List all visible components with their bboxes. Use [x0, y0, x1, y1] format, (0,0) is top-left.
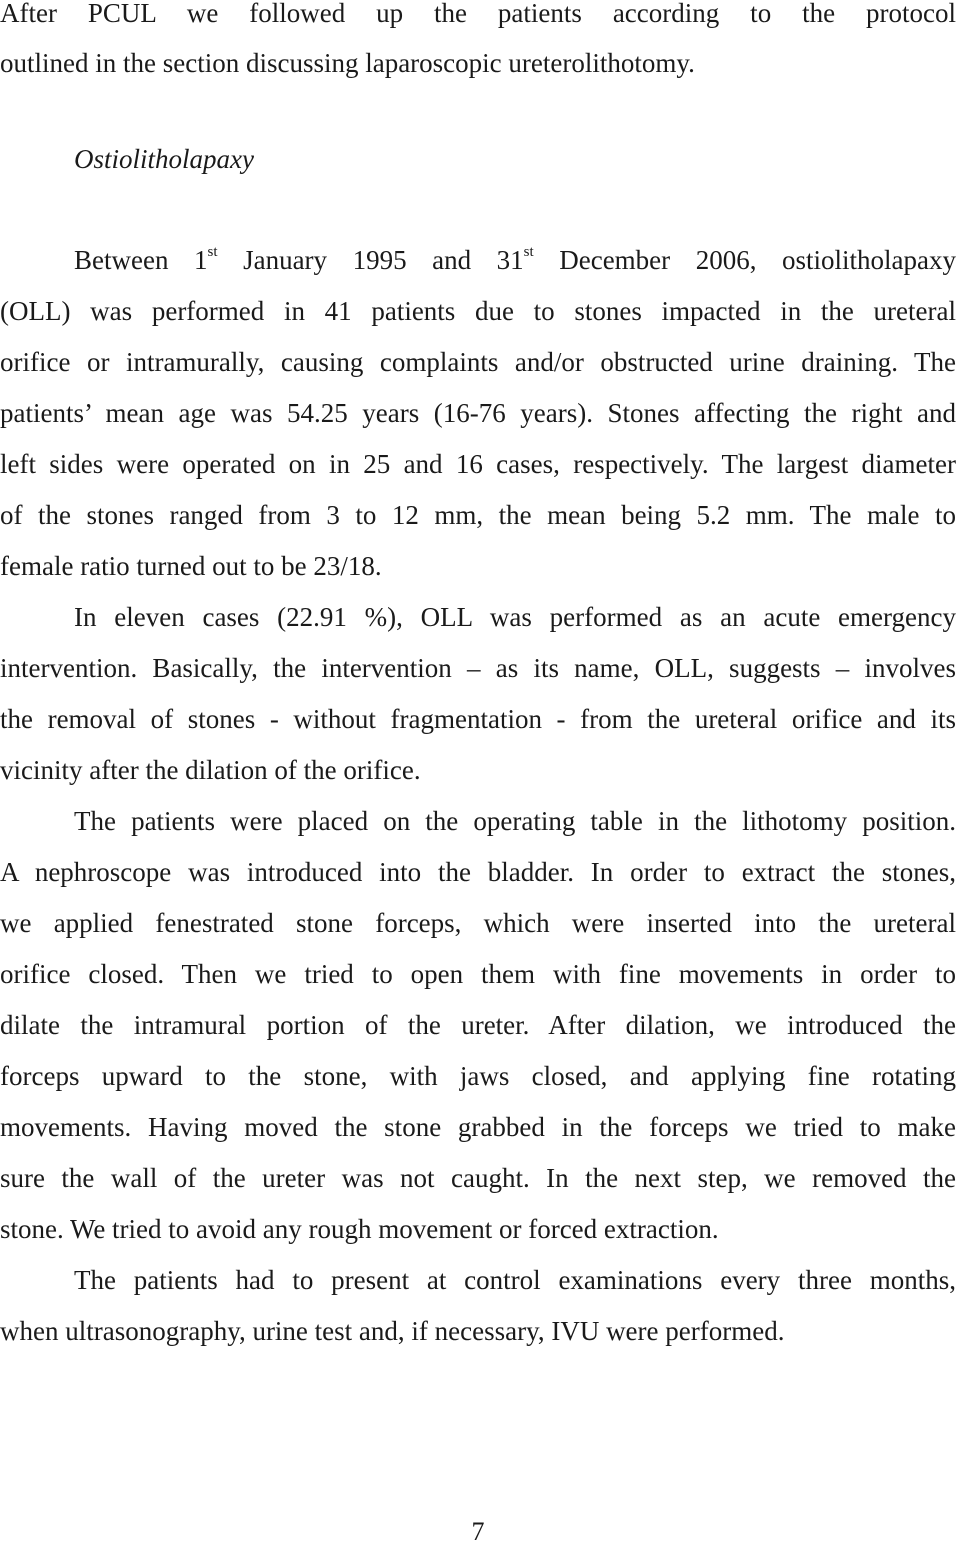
- paragraph-1-line-1: [74, 243, 956, 277]
- paragraph-3-line-5: dilate the intramural portion of the ureter. After dilation, we introduced the: [0, 1010, 956, 1040]
- paragraph-3-line-2: A nephroscope was introduced into the bladder. In order to extract the stones,: [0, 857, 956, 887]
- paragraph-3-line-1: The patients were placed on the operating table in the lithotomy position.: [74, 806, 956, 836]
- intro-line-2: outlined in the section discussing laparoscopic ureterolithotomy.: [0, 48, 695, 78]
- paragraph-3-line-4: orifice closed. Then we tried to open them with fine movements in order to: [0, 959, 956, 989]
- paragraph-3-line-7: movements. Having moved the stone grabbed in the forceps we tried to make: [0, 1112, 956, 1142]
- paragraph-2-line-4: vicinity after the dilation of the orifice.: [0, 755, 421, 785]
- paragraph-3-line-6: forceps upward to the stone, with jaws closed, and applying fine rotating: [0, 1061, 956, 1091]
- paragraph-1-line-7: female ratio turned out to be 23/18.: [0, 551, 382, 581]
- paragraph-3-line-9: stone. We tried to avoid any rough movement or forced extraction.: [0, 1214, 719, 1244]
- paragraph-1-line-3: orifice or intramurally, causing complaints and/or obstructed urine draining. The: [0, 347, 956, 377]
- paragraph-1-line-4: patients’ mean age was 54.25 years (16-76 years). Stones affecting the right and: [0, 398, 956, 428]
- p1-sup-1: st: [207, 244, 218, 260]
- section-heading: Ostiolitholapaxy: [74, 144, 254, 174]
- paragraph-2-line-2: intervention. Basically, the intervention – as its name, OLL, suggests – involves: [0, 653, 956, 683]
- paragraph-1-line-2: (OLL) was performed in 41 patients due to stones impacted in the ureteral: [0, 296, 956, 326]
- paragraph-2-line-3: the removal of stones - without fragmentation - from the ureteral orifice and its: [0, 704, 956, 734]
- p1-text-b: January 1995 and 31: [217, 245, 524, 275]
- intro-line-1: After PCUL we followed up the patients according to the protocol: [0, 0, 956, 28]
- p1-text-a: Between 1: [74, 245, 208, 275]
- paragraph-1-line-5: left sides were operated on in 25 and 16 cases, respectively. The largest diameter: [0, 449, 956, 479]
- paragraph-3-line-3: we applied fenestrated stone forceps, which were inserted into the ureteral: [0, 908, 956, 938]
- paragraph-4-line-2: when ultrasonography, urine test and, if necessary, IVU were performed.: [0, 1316, 785, 1346]
- page-number: 7: [471, 1517, 485, 1546]
- paragraph-3-line-8: sure the wall of the ureter was not caught. In the next step, we removed the: [0, 1163, 956, 1193]
- paragraph-4-line-1: The patients had to present at control examinations every three months,: [74, 1265, 956, 1295]
- p1-text-c: December 2006, ostiolitholapaxy: [533, 245, 956, 275]
- paragraph-1-line-6: of the stones ranged from 3 to 12 mm, the mean being 5.2 mm. The male to: [0, 500, 956, 530]
- p1-sup-2: st: [523, 244, 534, 260]
- paragraph-2-line-1: In eleven cases (22.91 %), OLL was performed as an acute emergency: [74, 602, 956, 632]
